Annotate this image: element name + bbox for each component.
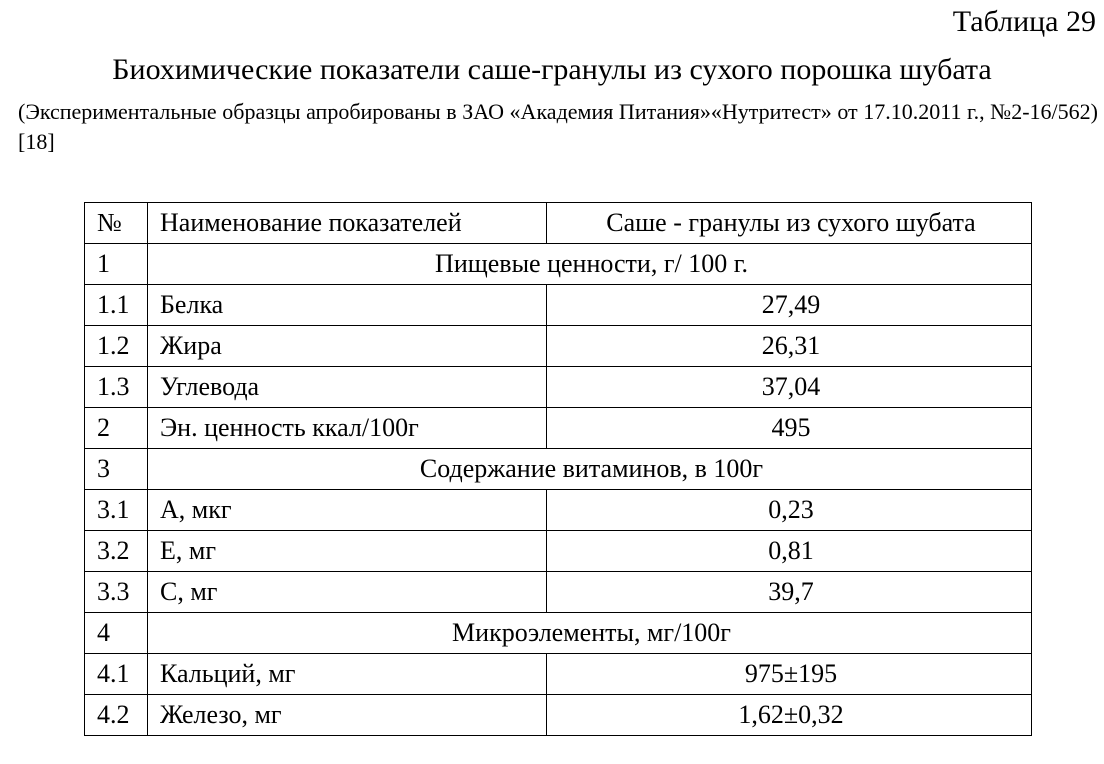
indicator-value: 37,04	[547, 367, 1032, 408]
row-number: 4.2	[85, 695, 148, 736]
table-row	[85, 572, 1032, 613]
indicator-name: Жира	[148, 326, 547, 367]
table-row	[85, 490, 1032, 531]
table-row	[85, 531, 1032, 572]
section-row	[85, 449, 1032, 490]
indicator-name: Железо, мг	[148, 695, 547, 736]
table-number: Таблица 29	[952, 5, 1096, 38]
section-title: Микроэлементы, мг/100г	[148, 613, 1032, 654]
indicator-name: Белка	[148, 285, 547, 326]
table-row	[85, 695, 1032, 736]
indicator-value: 39,7	[547, 572, 1032, 613]
row-number: 1	[85, 244, 148, 285]
indicator-value: 0,81	[547, 531, 1032, 572]
row-number: 4.1	[85, 654, 148, 695]
table-row	[85, 654, 1032, 695]
section-row	[85, 244, 1032, 285]
table-row	[85, 367, 1032, 408]
section-title: Пищевые ценности, г/ 100 г.	[148, 244, 1032, 285]
table-row	[85, 285, 1032, 326]
indicator-name: А, мкг	[148, 490, 547, 531]
indicator-name: Углевода	[148, 367, 547, 408]
indicator-value: 1,62±0,32	[547, 695, 1032, 736]
indicator-value: 0,23	[547, 490, 1032, 531]
biochemical-table	[84, 202, 1032, 736]
indicator-name: С, мг	[148, 572, 547, 613]
row-number: 1.3	[85, 367, 148, 408]
indicator-name: Эн. ценность ккал/100г	[148, 408, 547, 449]
row-number: 3.1	[85, 490, 148, 531]
indicator-value: 495	[547, 408, 1032, 449]
row-number: 3	[85, 449, 148, 490]
indicator-value: 27,49	[547, 285, 1032, 326]
table-header-row	[85, 203, 1032, 244]
header-indicator-name: Наименование показателей	[148, 203, 547, 244]
row-number: 1.2	[85, 326, 148, 367]
header-sachet-value: Саше - гранулы из сухого шубата	[547, 203, 1032, 244]
indicator-name: Е, мг	[148, 531, 547, 572]
table-row	[85, 326, 1032, 367]
row-number: 1.1	[85, 285, 148, 326]
header-number: №	[85, 203, 148, 244]
row-number: 3.3	[85, 572, 148, 613]
row-number: 4	[85, 613, 148, 654]
indicator-name: Кальций, мг	[148, 654, 547, 695]
document-title: Биохимические показатели саше-гранулы из сухого порошка шубата	[112, 53, 992, 86]
source-note: (Экспериментальные образцы апробированы в ЗАО «Академия Питания»«Нутритест» от 17.10.2011 г., №2-16/562) [18]	[18, 99, 1098, 154]
section-title: Содержание витаминов, в 100г	[148, 449, 1032, 490]
row-number: 2	[85, 408, 148, 449]
indicator-value: 975±195	[547, 654, 1032, 695]
row-number: 3.2	[85, 531, 148, 572]
section-row	[85, 613, 1032, 654]
table-row	[85, 408, 1032, 449]
indicator-value: 26,31	[547, 326, 1032, 367]
